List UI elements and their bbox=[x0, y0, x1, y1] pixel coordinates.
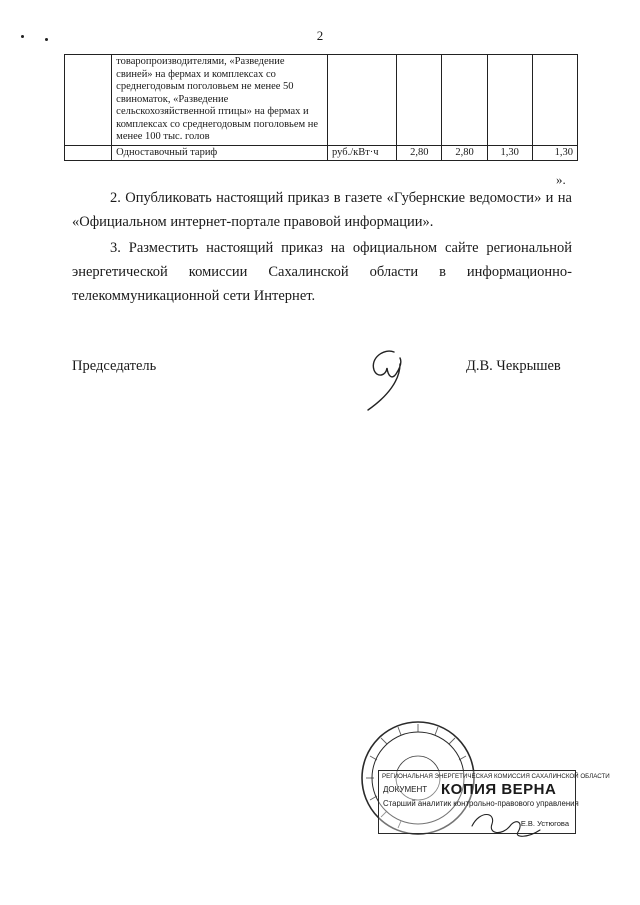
stamp-officer-name: Е.В. Устюгова bbox=[520, 819, 569, 828]
tariff-value-cell: 2,80 bbox=[397, 145, 442, 161]
table-cell bbox=[532, 55, 577, 146]
table-cell bbox=[442, 55, 487, 146]
tariff-name-cell: Одноставочный тариф bbox=[112, 145, 328, 161]
scan-speck bbox=[21, 35, 24, 38]
signatory-position: Председатель bbox=[72, 358, 157, 374]
tariff-table bbox=[64, 54, 578, 161]
paragraph-website bbox=[72, 236, 572, 308]
table-cell bbox=[65, 145, 112, 161]
consumer-group-cell: товаропроизводителями, «Разведение свиней» на фермах и комплексах со среднегодовым поголовьем не менее 50 свиноматок, «Разведение сельскохозяйственной птицы» на фермах и комплексах со среднегодовым поголовьем не менее 100 тыс. голов bbox=[112, 55, 328, 146]
paragraph-text: 3. Разместить настоящий приказ на официальном сайте региональной энергетической комиссии Сахалинской области в информационно-телекоммуникационной сети Интернет. bbox=[72, 240, 572, 304]
stamp-organization: РЕГИОНАЛЬНАЯ ЭНЕРГЕТИЧЕСКАЯ КОМИССИЯ САХАЛИНСКОЙ ОБЛАСТИ bbox=[382, 773, 610, 780]
tariff-value-cell: 1,30 bbox=[532, 145, 577, 161]
table-cell bbox=[328, 55, 397, 146]
tariff-value-cell: 2,80 bbox=[442, 145, 487, 161]
stamp-signature bbox=[466, 804, 546, 844]
signatory-name: Д.В. Чекрышев bbox=[466, 358, 561, 374]
paragraph-publish bbox=[72, 186, 572, 234]
table-row bbox=[65, 145, 578, 161]
scan-speck bbox=[45, 38, 48, 41]
table-cell bbox=[65, 55, 112, 146]
stamp-officer-position: Старший аналитик контрольно-правового управления bbox=[383, 799, 579, 808]
copy-certification-stamp bbox=[356, 716, 610, 856]
table-cell bbox=[487, 55, 532, 146]
tariff-value-cell: 1,30 bbox=[487, 145, 532, 161]
stamp-title: КОПИЯ ВЕРНА bbox=[441, 781, 557, 798]
tariff-unit-cell: руб./кВт·ч bbox=[328, 145, 397, 161]
table-row bbox=[65, 55, 578, 146]
stamp-document-label: ДОКУМЕНТ bbox=[383, 785, 428, 794]
handwritten-signature bbox=[356, 344, 426, 416]
paragraph-text: 2. Опубликовать настоящий приказ в газете «Губернские ведомости» и на «Официальном интернет-портале правовой информации». bbox=[72, 190, 572, 230]
table-cell bbox=[397, 55, 442, 146]
page-number: 2 bbox=[316, 28, 324, 43]
closing-quote: ». bbox=[556, 172, 566, 187]
